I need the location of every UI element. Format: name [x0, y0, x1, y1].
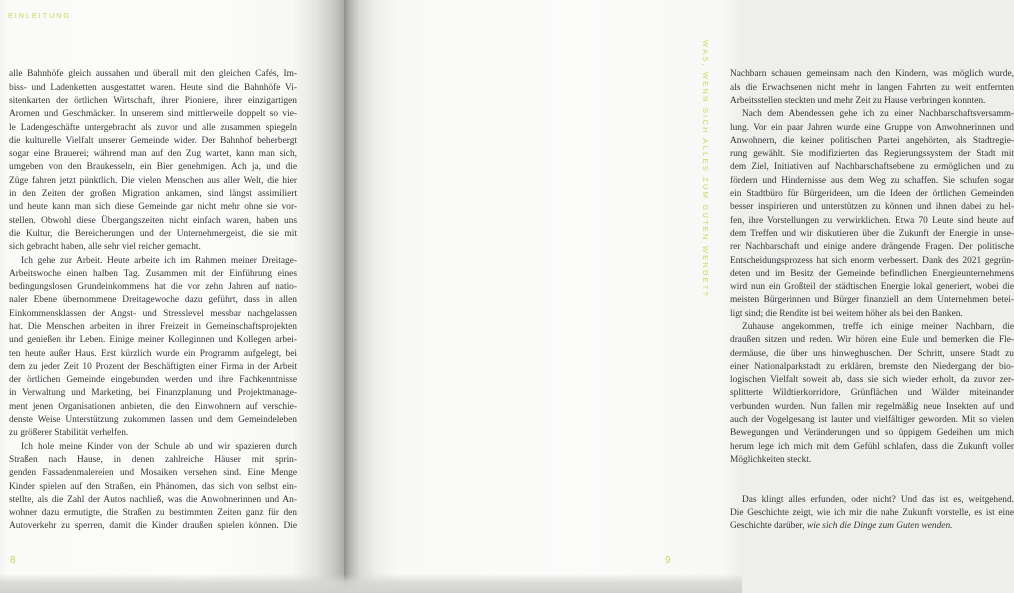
text-line: Die Geschichte zeigt, wie ich mir die nahe Zukunft vorstelle, es ist eine — [730, 508, 1014, 519]
text-line: Nach dem Abendessen gehe ich zu einer Nachbarschaftsversamm- — [742, 109, 1014, 120]
text-line: der örtlichen Gemeinde eingebunden werden und ihre Fachkenntnisse — [9, 375, 297, 386]
text-line: sogar eine Brauerei; während man auf den Zug wartet, kann man sich, — [9, 149, 297, 160]
running-head-book-title: WAS, WENN SICH ALLES ZUM GUTEN WENDET? — [701, 40, 710, 298]
text-line: denste Weise Unterstützung zukommen lassen und dem Gemeindeleben — [9, 415, 297, 426]
text-line: lung. Vor ein paar Jahren wurde eine Gruppe von Anwohnerinnen und — [730, 122, 1014, 133]
text-line: deten und im Besitz der Gemeinde befindlichen Energieunternehmens — [730, 268, 1014, 279]
text-line: alle Bahnhöfe gleich aussahen und überall mit den gleichen Cafés, Im- — [9, 69, 297, 80]
text-line: auch der Vogelgesang ist lauter und vielfältiger geworden. Mit so vielen — [730, 415, 1014, 426]
paragraph — [730, 321, 1014, 467]
text-line: zu größerer Stabilität verhelfen. — [9, 428, 129, 439]
text-line: Möglichkeiten steckt. — [730, 454, 812, 465]
emphasis: wie sich die Dinge zum Guten wenden. — [806, 521, 953, 532]
page-bottom-edge-shadow — [0, 574, 742, 593]
right-page — [344, 0, 1014, 593]
page-number-right: 9 — [665, 555, 671, 566]
text-line: le Ladengeschäfte untergebracht als zuvor und alle zusammen spiegeln — [9, 122, 297, 133]
text-line: bedingungslosen Grundeinkommens hat die vor zehn Jahren auf natio- — [9, 282, 297, 293]
page-number-left: 8 — [10, 555, 16, 566]
text-line: stellen. Obwohl diese Übergangszeiten nicht einfach waren, haben uns — [9, 215, 297, 226]
text-line: wird nun ein Großteil der städtischen Energie lokal generiert, wobei die — [730, 282, 1014, 293]
text-line: fördern und Hindernisse aus dem Weg zu schaffen. Sie schufen sogar — [730, 175, 1014, 186]
paragraph — [730, 494, 1014, 534]
text-line: sitenkarten der örtlichen Wirtschaft, ihrer Pioniere, ihrer einzigartigen — [9, 95, 297, 106]
text-line: Ich gehe zur Arbeit. Heute arbeite ich im Rahmen meiner Dreitage- — [21, 255, 297, 266]
text-line: dermäuse, die über uns hinweghuschen. Der Schritt, unsere Stadt zu — [730, 348, 1014, 359]
text-line: dem Treffen und wir diskutieren über die Zukunft der Energie in unse- — [730, 228, 1014, 239]
text-line: Nachbarn schauen gemeinsam nach den Kindern, was möglich wurde, — [730, 69, 1014, 80]
text-line: die kulturelle Vielfalt unserer Gemeinde wider. Der Bahnhof beherbergt — [9, 135, 297, 146]
text-line: Bewegungen und Veränderungen und so üppigem Gedeihen um mich — [730, 428, 1014, 439]
paragraph — [730, 68, 1014, 108]
text-line — [730, 520, 1014, 533]
text-line: Straßen nach Hause, in denen zahlreiche Häuser mit sprin- — [9, 454, 297, 465]
text-line: umgeben von den Braukesseln, ein Bier genehmigen. Ach ja, und die — [9, 162, 297, 173]
text-line: dem Ziel, Initiativen auf Nachbarschaftsebene zu ermöglichen und zu — [730, 162, 1014, 173]
text-line: ment jenen Organisationen anbieten, die den Einwohnern auf verschie- — [9, 401, 297, 412]
paragraph — [9, 68, 297, 254]
text-line: biss- und Ladenketten ausgestattet waren. Heute sind die Bahnhöfe Vi- — [9, 82, 297, 93]
text-line: Entscheidungsprozess hat sich enorm verbessert. Dank des 2021 gegrün- — [730, 255, 1014, 266]
text-line: ein Stadtbüro für Bürgerideen, um die Ideen der örtlichen Gemeinden — [730, 189, 1014, 200]
text-line: wohner dazu ermutigte, die Straßen zu bestimmten Zeiten ganz für den — [9, 508, 297, 519]
text-line: Aromen und Geschmäcker. In unserem sind mittlerweile doppelt so vie- — [9, 109, 297, 120]
text-line: meisten Bürgerinnen und Bürger finanziell an dem Unternehmen betei- — [730, 295, 1014, 306]
text-line: rer Nachbarschaft und einige andere drängende Fragen. Der politische — [730, 242, 1014, 253]
text-line: Autoverkehr zu sperren, damit die Kinder draußen spielen können. Die — [9, 521, 297, 532]
text-line: und genießen ihr Leben. Einige meiner Kolleginnen und Kollegen arbei- — [9, 335, 297, 346]
text-line: draußen sitzen und reden. Wir hören eine Eule und bemerken die Fle- — [730, 335, 1014, 346]
text-line: Ich hole meine Kinder von der Schule ab und wir spazieren durch — [21, 441, 297, 452]
text-segment: Geschichte darüber, — [730, 521, 807, 532]
text-line: Das klingt alles erfunden, oder nicht? Und das ist es, weitgehend. — [742, 494, 1014, 505]
text-line: als die Erwachsenen nicht mehr in langen Fahrten zu weit entfernten — [730, 82, 1014, 93]
text-line: Arbeitsstellen steckten und mehr Zeit zu Hause verbringen konnten. — [730, 95, 986, 106]
text-line: ligt sind; die Rendite ist bei weitem höher als bei den Banken. — [730, 308, 963, 319]
text-line: Einkommensklassen der Angst- und Stresslevel messbar nachgelassen — [9, 308, 297, 319]
text-line: die Kultur, die Bereicherungen und der Unternehmergeist, die sie mit — [9, 228, 297, 239]
text-line: verbunden wurden. Nun fallen mir regelmäßig neue Insekten auf und — [730, 401, 1014, 412]
text-line: Zuhause angekommen, treffe ich einige meiner Nachbarn, die — [742, 321, 1014, 332]
paragraph — [9, 255, 297, 441]
text-line: in den Zeiten der großen Migration ankamen, sind längst assimiliert — [9, 189, 297, 200]
text-line: in Verwaltung und Marketing, bei Finanzplanung und Projektmanage- — [9, 388, 297, 399]
running-head-chapter: EINLEITUNG — [8, 11, 72, 20]
left-page-body-text — [9, 68, 297, 533]
text-line: dem zu jeder Zeit 10 Prozent der Beschäftigten einer Firma in der Arbeit — [9, 361, 297, 372]
text-line: ten heute außer Haus. Erst kürzlich wurde ein Programm aufgelegt, bei — [9, 348, 297, 359]
text-line: Kinder spielen auf den Straßen, ein Phänomen, das sich von selbst ein- — [9, 481, 297, 492]
paragraph — [730, 108, 1014, 321]
text-line: besser inspirieren und unterstützen zu können und ihnen dabei zu hel- — [730, 202, 1014, 213]
text-line: Arbeitswoche einen halben Tag. Zusammen mit der Einführung eines — [9, 268, 297, 279]
text-line: Züge fahren jetzt pünktlich. Die vielen Menschen aus aller Welt, die hier — [9, 175, 297, 186]
paragraph — [9, 441, 297, 534]
left-page — [0, 0, 344, 593]
text-line: Anwohnern, die keiner politischen Partei angehörten, als Stadtregie- — [730, 135, 1014, 146]
text-line: sich gebracht haben, alle sehr viel reicher gemacht. — [9, 242, 201, 253]
text-line: hat. Die Menschen arbeiten in ihrer Freizeit in Gemeinschaftsprojekten — [9, 321, 297, 332]
text-line: herum lege ich mich mit dem Gefühl schlafen, dass die Zukunft voller — [730, 441, 1014, 452]
text-line: und heute kann man sich diese Gemeinde gar nicht mehr ohne sie vor- — [9, 202, 297, 213]
text-line: stellte, als die Zahl der Autos nachließ, was die Anwohnerinnen und An- — [9, 494, 297, 505]
text-line: genden Fassadenmalereien und Mosaiken versehen sind. Eine Menge — [9, 468, 297, 479]
text-line: splitterte Wildtierkorridore, Grünflächen und Wälder miteinander — [730, 388, 1014, 399]
text-line: naler Ebene übernommene Dreitagewoche dazu geführt, dass in allen — [9, 295, 297, 306]
text-line: logischen Vielfalt soweit ab, dass sie sich wieder erholt, da zuvor zer- — [730, 375, 1014, 386]
text-line: rung gewählt. Sie modifizierten das Regierungssystem der Stadt mit — [730, 149, 1014, 160]
text-line: einer Nationalparkstadt zu erklären, bremste den Niedergang der bio- — [730, 361, 1014, 372]
text-line: fen, ihre Vorstellungen zu verwirklichen. Etwa 70 Leute sind heute auf — [730, 215, 1014, 226]
right-page-body-text — [730, 68, 1014, 533]
